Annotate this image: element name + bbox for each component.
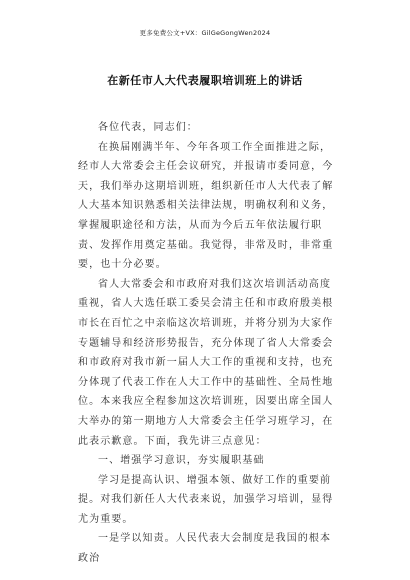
section-heading: 一、增强学习意识，夯实履职基础 xyxy=(98,455,265,467)
paragraph: 省人大常委会和市政府对我们这次培训活动高度重视，省人大选任联工委吴会清主任和市政府殷美根市长在百忙之中亲临这次培训班，并将分别为大家作专题辅导和经济形势报告，充分体现了省人大常委会和市政府对我市新一届人大工作的重视和支持，也充分体现了代表工作在人大工作中的基础性、全局性地位。本来我应全程参加这次培训班，因要出席全国人大举办的第一期地方人大常委会主任学习班学习，在此表示歉意。下面，我先讲三点意见： xyxy=(78,278,334,447)
document-body xyxy=(78,118,340,569)
paragraph: 在换届刚满半年、今年各项工作全面推进之际，经市人大常委会主任会议研究，并报请市委同意，今天，我们举办这期培训班，组织新任市人大代表了解人大基本知识熟悉相关法律法规，明确权利和义务，掌握履职途径和方法，从而为今后五年依法履行职责、发挥作用奠定基础。我觉得，非常及时，非常重要，也十分必要。 xyxy=(78,141,334,271)
header-banner: 更多免费公文+VX：GilGeGongWen2024 xyxy=(139,29,271,37)
document-title: 在新任市人大代表履职培训班上的讲话 xyxy=(107,74,303,87)
salutation: 各位代表，同志们： xyxy=(98,122,198,133)
paragraph: 一是学以知责。人民代表大会制度是我国的根本政治 xyxy=(78,533,332,565)
paragraph: 学习是提高认识、增强本领、做好工作的重要前提。对我们新任人大代表来说，加强学习培训，显得尤为重要。 xyxy=(78,474,334,525)
